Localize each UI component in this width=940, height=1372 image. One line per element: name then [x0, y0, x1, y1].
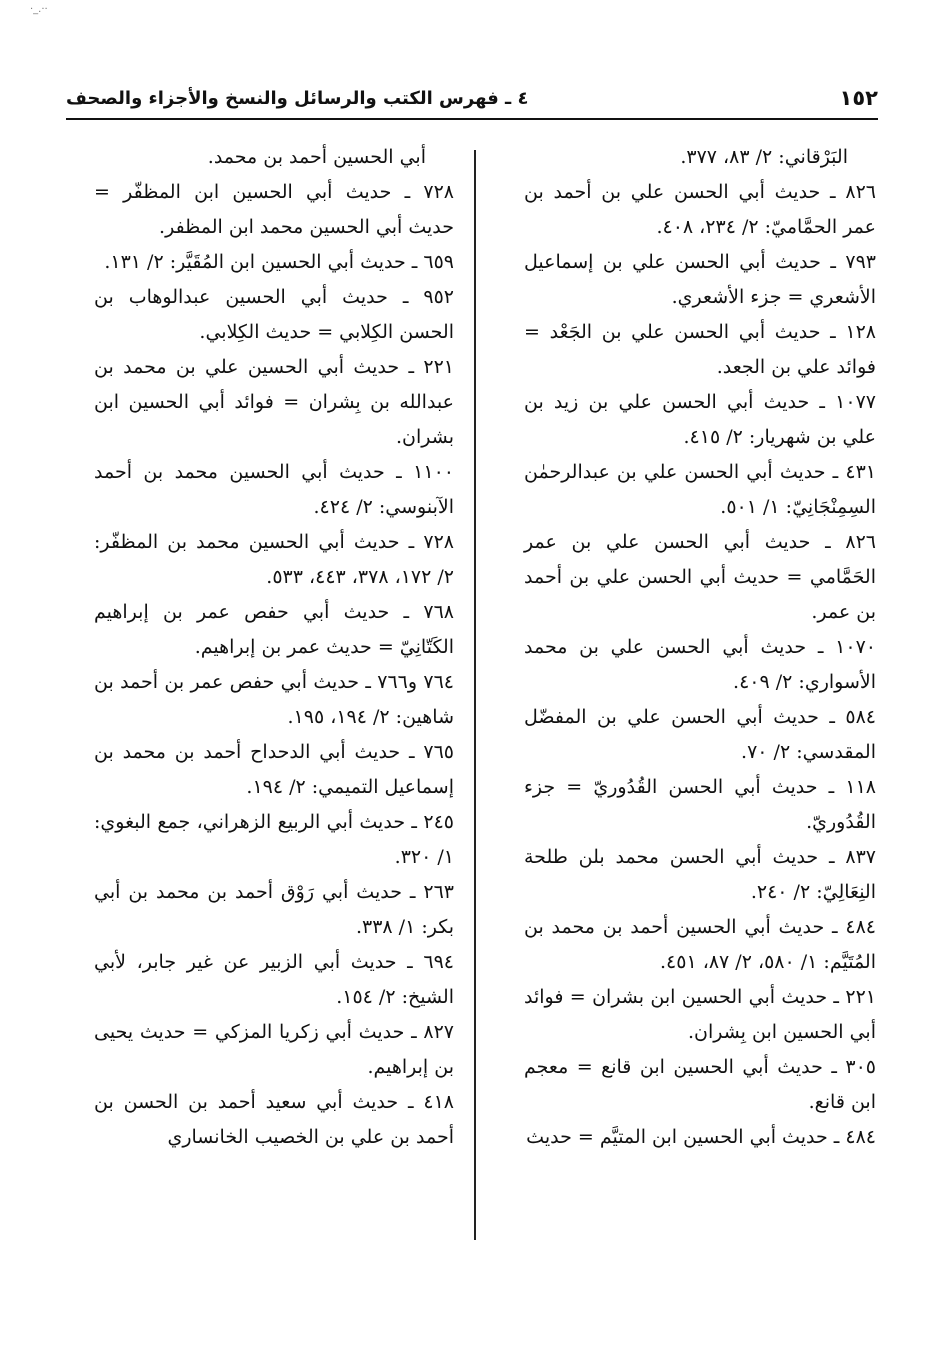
list-item: أبي الحسين أحمد بن محمد.: [207, 146, 426, 168]
list-item: ٧٩٣ ـ حديث أبي الحسن علي بن إسماعيل الأشعري = جزء الأشعري.: [524, 251, 876, 308]
column-divider: [474, 150, 476, 1240]
left-column: [70, 140, 454, 1155]
list-item: ٧٢٨ ـ حديث أبي الحسين ابن المظفّر = حديث أبي الحسين محمد ابن المظفر.: [94, 181, 454, 238]
list-item: ٨٢٦ ـ حديث أبي الحسن علي بن أحمد بن عمر الحمَّاميّ: ٢/ ٢٣٤، ٤٠٨.: [524, 181, 876, 238]
list-item: ٢٤٥ ـ حديث أبي الربيع الزهراني، جمع البغوي: ١/ ٣٢٠.: [94, 811, 454, 868]
running-title: ٤ ـ فهرس الكتب والرسائل والنسخ والأجزاء والصحف: [66, 87, 529, 109]
list-item: ١٢٨ ـ حديث أبي الحسن علي بن الجَعْد = فوائد علي بن الجعد.: [524, 321, 876, 378]
list-item: ٨٢٦ ـ حديث أبي الحسن علي بن عمر الحَمَّامي = حديث أبي الحسن علي بن أحمد بن عمر.: [524, 531, 876, 623]
page-number: ١٥٢: [839, 86, 878, 110]
list-item: ٤١٨ ـ حديث أبي سعيد أحمد بن الحسن بن أحمد بن علي بن الخصيب الخانساري: [94, 1091, 454, 1148]
list-item: ١١٠٠ ـ حديث أبي الحسين محمد بن أحمد الآبنوسي: ٢/ ٤٢٤.: [94, 461, 454, 518]
list-item: ٧٦٤ و٧٦٦ ـ حديث أبي حفص عمر بن أحمد بن شاهين: ٢/ ١٩٤، ١٩٥.: [94, 671, 454, 728]
list-item: ٤٣١ ـ حديث أبي الحسن علي بن عبدالرحمٰن السِمِنْجَانِيّ: ١/ ٥٠١.: [524, 461, 876, 518]
list-item: ٧٦٥ ـ حديث أبي الدحداح أحمد بن محمد بن إسماعيل التميمي: ٢/ ١٩٤.: [94, 741, 454, 798]
page-header: [66, 78, 878, 120]
list-item: ٣٠٥ ـ حديث أبي الحسين ابن قانع = معجم ابن قانع.: [524, 1056, 876, 1113]
list-item: ٧٢٨ ـ حديث أبي الحسين محمد بن المظفّر: ٢/ ١٧٢، ٣٧٨، ٤٤٣، ٥٣٣.: [94, 531, 454, 588]
list-item: ٨٣٧ ـ حديث أبي الحسن محمد بلن طلحة النِعَالِيّ: ٢/ ٢٤٠.: [524, 846, 876, 903]
list-item: ١١٨ ـ حديث أبي الحسن القُدُوريّ = جزء القُدُوريّ.: [524, 776, 876, 833]
right-column: [500, 140, 876, 1155]
list-item: ٦٩٤ ـ حديث أبي الزبير عن غير جابر، لأبي الشيخ: ٢/ ١٥٤.: [94, 951, 454, 1008]
list-item: ٨٢٧ ـ حديث أبي زكريا المزكي = حديث يحيى بن إبراهيم.: [94, 1021, 454, 1078]
list-item: ٦٥٩ ـ حديث أبي الحسين ابن المُقَيَّر: ٢/ ١٣١.: [104, 251, 454, 273]
list-item: ٢٢١ ـ حديث أبي الحسين علي بن محمد بن عبدالله بن بِشران = فوائد أبي الحسين ابن بشران.: [94, 356, 454, 448]
list-item: ٥٨٤ ـ حديث أبي الحسن علي بن المفضّل المقدسي: ٢/ ٧٠.: [524, 706, 876, 763]
list-item: ٩٥٢ ـ حديث أبي الحسين عبدالوهاب بن الحسن الكِلابي = حديث الكِلابي.: [94, 286, 454, 343]
list-item: ٤٨٤ ـ حديث أبي الحسين أحمد بن محمد بن المُتَيَّم: ١/ ٥٨٠، ٢/ ٨٧، ٤٥١.: [524, 916, 876, 973]
list-item: ١٠٧٠ ـ حديث أبي الحسن علي بن محمد الأسواري: ٢/ ٤٠٩.: [524, 636, 876, 693]
list-item: ٧٦٨ ـ حديث أبي حفص عمر بن إبراهيم الكَتّانِيّ = حديث عمر بن إبراهيم.: [94, 601, 454, 658]
scan-mark: ·_.··: [30, 4, 48, 15]
list-item: ٤٨٤ ـ حديث أبي الحسين ابن المتيَّم = حديث: [526, 1126, 876, 1148]
list-item: ١٠٧٧ ـ حديث أبي الحسن علي بن زيد بن علي بن شهريار: ٢/ ٤١٥.: [524, 391, 876, 448]
list-item: ٢٦٣ ـ حديث أبي رَوْق أحمد بن محمد بن أبي بكر: ١/ ٣٣٨.: [94, 881, 454, 938]
list-item: ٢٢١ ـ حديث أبي الحسين ابن بشران = فوائد أبي الحسين ابن بِشران.: [524, 986, 876, 1043]
list-item: البَرْقاني: ٢/ ٨٣، ٣٧٧.: [680, 146, 848, 168]
